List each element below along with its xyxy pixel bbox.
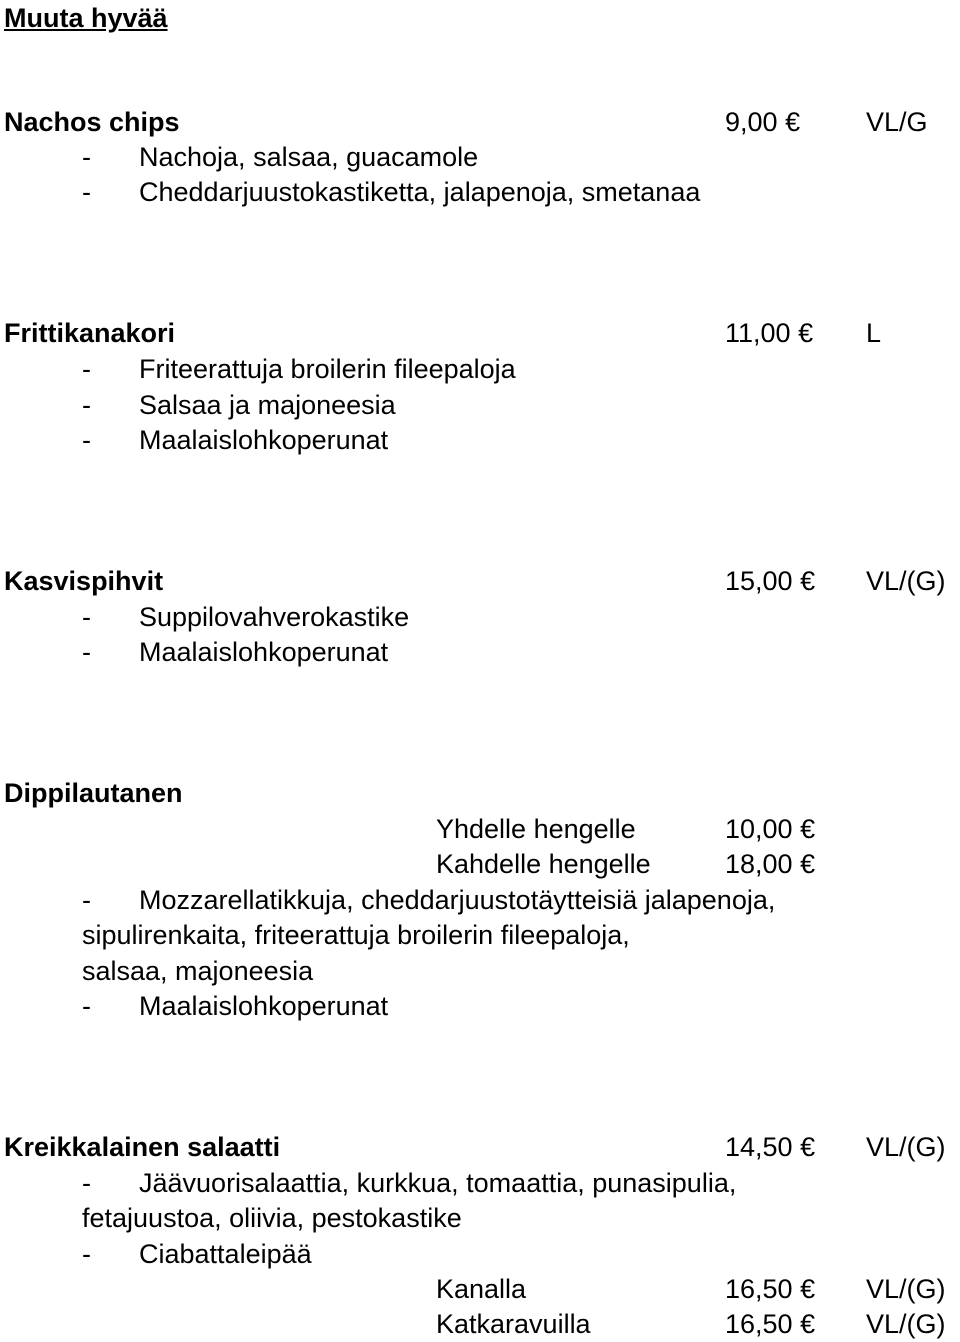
option-price: 16,50 € [725,1306,815,1342]
euro-sign-icon: € [800,1309,816,1339]
list-dash: - [82,885,91,915]
item-line-continuation: salsaa, majoneesia [82,956,314,986]
option-price: 16,50 € [725,1271,815,1307]
item-line: Salsaa ja majoneesia [139,390,396,420]
item-line: Maalaislohkoperunat [139,425,389,455]
item-name: Nachos chips [4,107,180,137]
item-price: 9,00 € [725,104,800,140]
option-diet: VL/(G) [866,1309,946,1339]
list-dash: - [82,1239,91,1269]
list-dash: - [82,142,91,172]
item-line-continuation: fetajuustoa, oliivia, pestokastike [82,1203,462,1233]
option-diet: VL/(G) [866,1274,946,1304]
euro-sign-icon: € [785,107,801,137]
item-name: Kasvispihvit [4,566,164,596]
option-price: 18,00 € [725,846,815,882]
item-line: Mozzarellatikkuja, cheddarjuustotäytteisiä jalapenoja, [139,885,776,915]
item-price: 15,00 € [725,563,815,599]
option-label: Kanalla [436,1274,527,1304]
item-price: 14,50 € [725,1129,815,1165]
list-dash: - [82,425,91,455]
option-label: Katkaravuilla [436,1309,591,1339]
item-name: Frittikanakori [4,318,176,348]
item-diet: VL/G [866,107,928,137]
list-dash: - [82,177,91,207]
euro-sign-icon: € [800,814,816,844]
euro-sign-icon: € [800,1132,816,1162]
item-line: Maalaislohkoperunat [139,991,389,1021]
item-line: Jäävuorisalaattia, kurkkua, tomaattia, punasipulia, [139,1168,737,1198]
option-label: Kahdelle hengelle [436,849,651,879]
euro-sign-icon: € [800,1274,816,1304]
item-price: 11,00 € [725,315,813,351]
item-diet: L [866,318,882,348]
item-name: Dippilautanen [4,778,183,808]
item-diet: VL/(G) [866,1132,946,1162]
list-dash: - [82,602,91,632]
list-dash: - [82,991,91,1021]
euro-sign-icon: € [800,566,816,596]
euro-sign-icon: € [800,849,816,879]
item-line: Friteerattuja broilerin fileepaloja [139,354,516,384]
item-line: Nachoja, salsaa, guacamole [139,142,479,172]
item-line: Cheddarjuustokastiketta, jalapenoja, smetanaa [139,177,701,207]
list-dash: - [82,354,91,384]
option-label: Yhdelle hengelle [436,814,636,844]
euro-sign-icon: € [798,318,814,348]
list-dash: - [82,637,91,667]
item-line: Ciabattaleipää [139,1239,312,1269]
list-dash: - [82,1168,91,1198]
list-dash: - [82,390,91,420]
item-line: Suppilovahverokastike [139,602,410,632]
item-line-continuation: sipulirenkaita, friteerattuja broilerin fileepaloja, [82,920,630,950]
page-title: Muuta hyvää [4,3,168,33]
item-diet: VL/(G) [866,566,946,596]
option-price: 10,00 € [725,811,815,847]
item-line: Maalaislohkoperunat [139,637,389,667]
item-name: Kreikkalainen salaatti [4,1132,281,1162]
